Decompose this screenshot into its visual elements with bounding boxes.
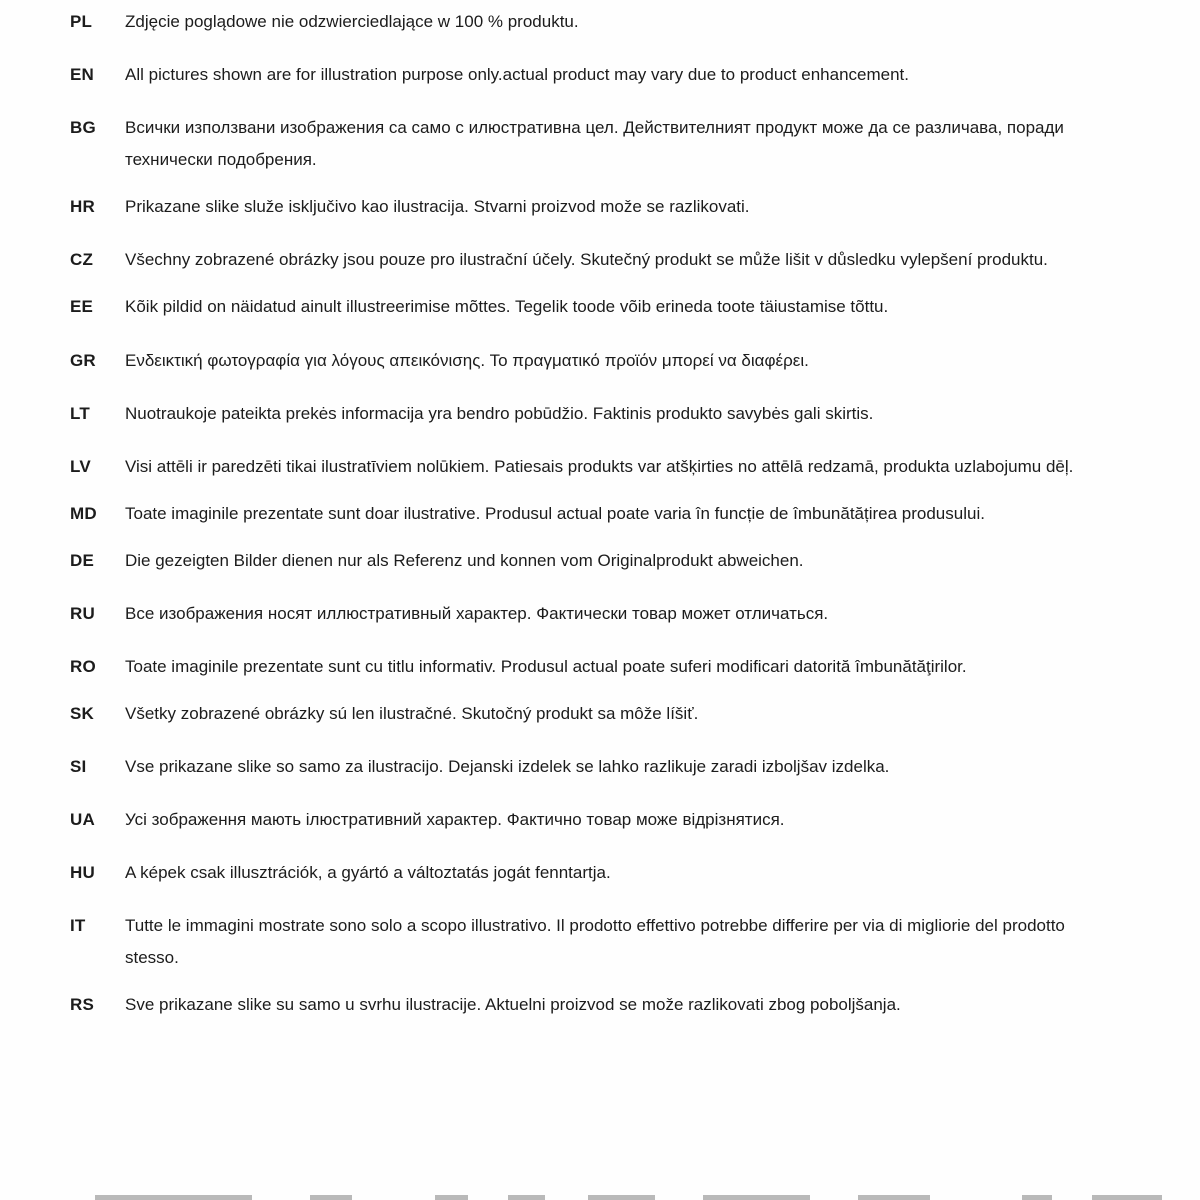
language-row-si <box>70 751 1160 783</box>
language-row-de <box>70 545 1160 577</box>
language-code: UA <box>70 810 95 829</box>
language-code: CZ <box>70 250 94 269</box>
disclaimer-text: Vse prikazane slike so samo za ilustracijo. Dejanski izdelek se lahko razlikuje zaradi izboljšav izdelka. <box>125 757 890 776</box>
cutoff-text-edge-artifact <box>0 1194 1200 1200</box>
language-row-it <box>70 910 1160 974</box>
language-code: MD <box>70 504 97 523</box>
language-code: BG <box>70 118 96 137</box>
disclaimer-text: Tutte le immagini mostrate sono solo a scopo illustrativo. Il prodotto effettivo potrebbe differire per via di migliorie del prodotto stesso. <box>125 916 1065 967</box>
language-row-ro <box>70 651 1160 683</box>
language-code: GR <box>70 351 96 370</box>
disclaimer-text: Toate imaginile prezentate sunt doar ilustrative. Produsul actual poate varia în funcție de îmbunătățirea produsului. <box>125 504 985 523</box>
language-code: HU <box>70 863 95 882</box>
language-code: PL <box>70 12 93 31</box>
language-code: LV <box>70 457 91 476</box>
language-code: LT <box>70 404 90 423</box>
language-row-ua <box>70 804 1160 836</box>
disclaimer-text: Die gezeigten Bilder dienen nur als Referenz und konnen vom Originalprodukt abweichen. <box>125 551 804 570</box>
language-code: RS <box>70 995 95 1014</box>
language-row-hu <box>70 857 1160 889</box>
language-row-sk <box>70 698 1160 730</box>
language-code: IT <box>70 916 86 935</box>
disclaimer-text: Zdjęcie poglądowe nie odzwierciedlające w 100 % produktu. <box>125 12 579 31</box>
language-row-hr <box>70 191 1160 223</box>
language-row-lv <box>70 451 1160 483</box>
disclaimer-text: Kõik pildid on näidatud ainult illustreerimise mõttes. Tegelik toode võib erineda toote täiustamise tõttu. <box>125 297 889 316</box>
language-code: SI <box>70 757 87 776</box>
disclaimer-text: Všechny zobrazené obrázky jsou pouze pro ilustrační účely. Skutečný produkt se může lišit v důsledku vylepšení produktu. <box>125 250 1048 269</box>
language-row-ee <box>70 291 1160 323</box>
disclaimer-text: All pictures shown are for illustration purpose only.actual product may vary due to product enhancement. <box>125 65 909 84</box>
disclaimer-text: Nuotraukoje pateikta prekės informacija yra bendro pobūdžio. Faktinis produkto savybės gali skirtis. <box>125 404 874 423</box>
language-row-rs <box>70 989 1160 1021</box>
disclaimer-text: Všetky zobrazené obrázky sú len ilustračné. Skutočný produkt sa môže líšiť. <box>125 704 699 723</box>
language-row-pl <box>70 6 1160 38</box>
language-row-lt <box>70 398 1160 430</box>
disclaimer-text: Sve prikazane slike su samo u svrhu ilustracije. Aktuelni proizvod se može razlikovati zbog poboljšanja. <box>125 995 901 1014</box>
language-row-cz <box>70 244 1160 276</box>
disclaimer-text: Все изображения носят иллюстративный характер. Фактически товар может отличаться. <box>125 604 829 623</box>
language-code: HR <box>70 197 95 216</box>
language-code: RO <box>70 657 96 676</box>
language-row-bg <box>70 112 1160 176</box>
disclaimer-text: Prikazane slike služe isključivo kao ilustracija. Stvarni proizvod može se razlikovati. <box>125 197 750 216</box>
language-row-gr <box>70 345 1160 377</box>
language-code: SK <box>70 704 95 723</box>
disclaimer-text: Усі зображення мають ілюстративний характер. Фактично товар може відрізнятися. <box>125 810 785 829</box>
language-code: EE <box>70 297 94 316</box>
language-row-md <box>70 498 1160 530</box>
language-code: RU <box>70 604 95 623</box>
language-code: DE <box>70 551 95 570</box>
language-code: EN <box>70 65 95 84</box>
disclaimer-text: Visi attēli ir paredzēti tikai ilustratīviem nolūkiem. Patiesais produkts var atšķirties no attēlā redzamā, produkta uzlabojumu dēļ. <box>125 457 1074 476</box>
disclaimer-text: Ενδεικτική φωτογραφία για λόγους απεικόνισης. Το πραγματικό προϊόν μπορεί να διαφέρει. <box>125 351 809 370</box>
disclaimer-text: Toate imaginile prezentate sunt cu titlu informativ. Produsul actual poate suferi modificari datorită îmbunătăţirilor. <box>125 657 967 676</box>
disclaimer-text: A képek csak illusztrációk, a gyártó a változtatás jogát fenntartja. <box>125 863 611 882</box>
language-row-en <box>70 59 1160 91</box>
language-row-ru <box>70 598 1160 630</box>
disclaimer-text: Всички използвани изображения са само с илюстративна цел. Действителният продукт може да се различава, поради технически подобрения. <box>125 118 1064 169</box>
